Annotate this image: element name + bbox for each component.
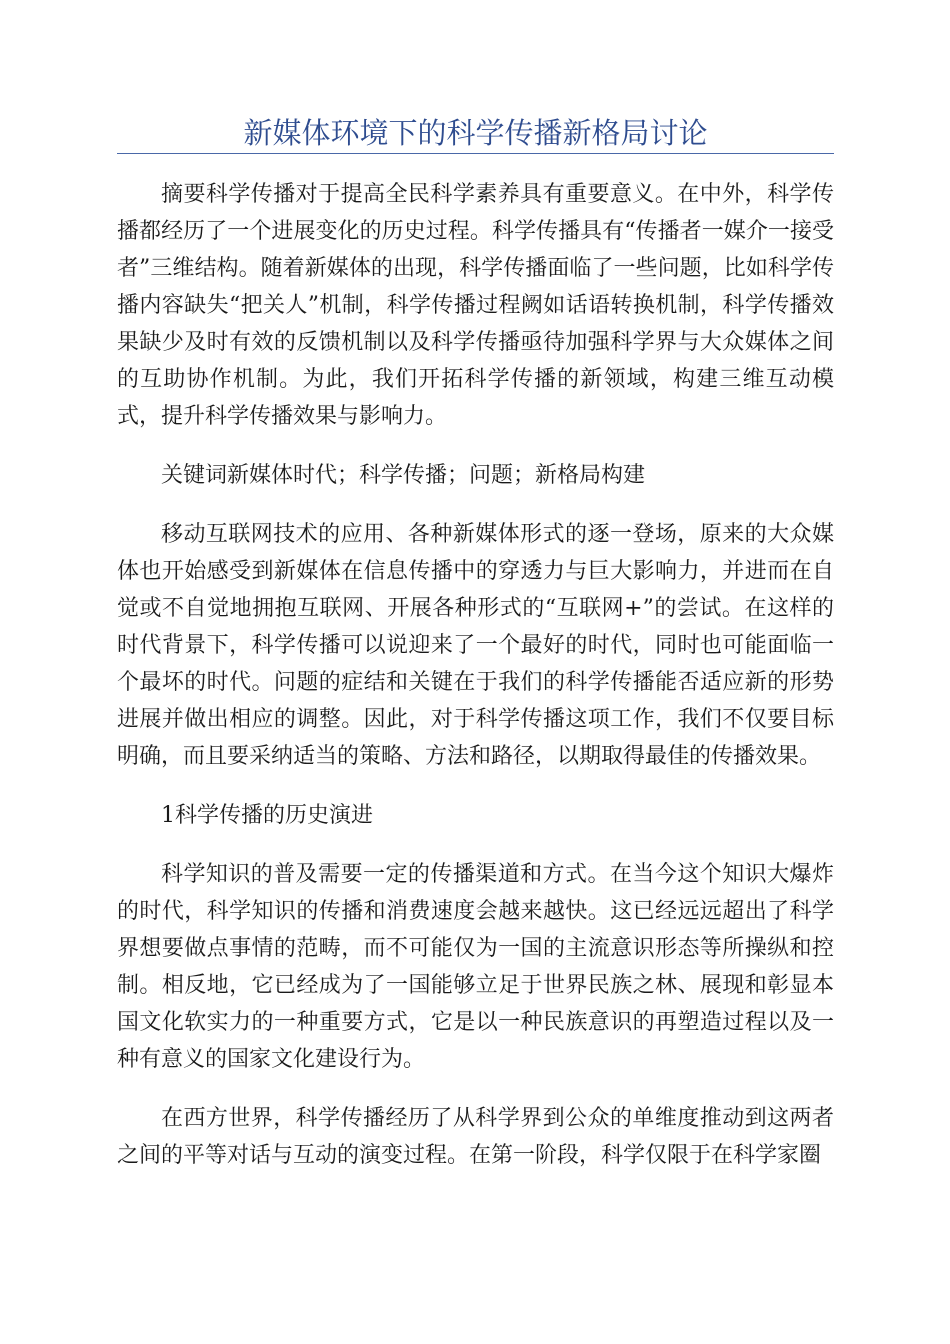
document-body <box>117 176 834 1196</box>
abstract-paragraph: 摘要科学传播对于提高全民科学素养具有重要意义。在中外，科学传播都经历了一个进展变化的历史过程。科学传播具有“传播者一媒介一接受者”三维结构。随着新媒体的出现，科学传播面临了一些问题，比如科学传播内容缺失“把关人”机制，科学传播过程阙如话语转换机制，科学传播效果缺少及时有效的反馈机制以及科学传播亟待加强科学界与大众媒体之间的互助协作机制。为此，我们开拓科学传播的新领域，构建三维互动模式，提升科学传播效果与影响力。 <box>117 182 834 429</box>
intro-paragraph: 移动互联网技术的应用、各种新媒体形式的逐一登场，原来的大众媒体也开始感受到新媒体在信息传播中的穿透力与巨大影响力，并进而在自觉或不自觉地拥抱互联网、开展各种形式的“互联网+”的尝试。在这样的时代背景下，科学传播可以说迎来了一个最好的时代，同时也可能面临一个最坏的时代。问题的症结和关键在于我们的科学传播能否适应新的形势进展并做出相应的调整。因此，对于科学传播这项工作，我们不仅要目标明确，而且要采纳适当的策略、方法和路径，以期取得最佳的传播效果。 <box>117 522 834 769</box>
body-paragraph: 在西方世界，科学传播经历了从科学界到公众的单维度推动到这两者之间的平等对话与互动的演变过程。在第一阶段，科学仅限于在科学家圈 <box>117 1106 834 1168</box>
document-title: 新媒体环境下的科学传播新格局讨论 <box>243 116 708 150</box>
body-paragraph: 科学知识的普及需要一定的传播渠道和方式。在当今这个知识大爆炸的时代，科学知识的传播和消费速度会越来越快。这已经远远超出了科学界想要做点事情的范畴，而不可能仅为一国的主流意识形态等所操纵和控制。相反地，它已经成为了一国能够立足于世界民族之林、展现和彰显本国文化软实力的一种重要方式，它是以一种民族意识的再塑造过程以及一种有意义的国家文化建设行为。 <box>117 862 834 1072</box>
keywords-paragraph: 关键词新媒体时代；科学传播；问题；新格局构建 <box>161 463 646 488</box>
document-page <box>117 0 834 1344</box>
section-heading: 1科学传播的历史演进 <box>161 803 373 828</box>
title-underline <box>117 153 834 154</box>
